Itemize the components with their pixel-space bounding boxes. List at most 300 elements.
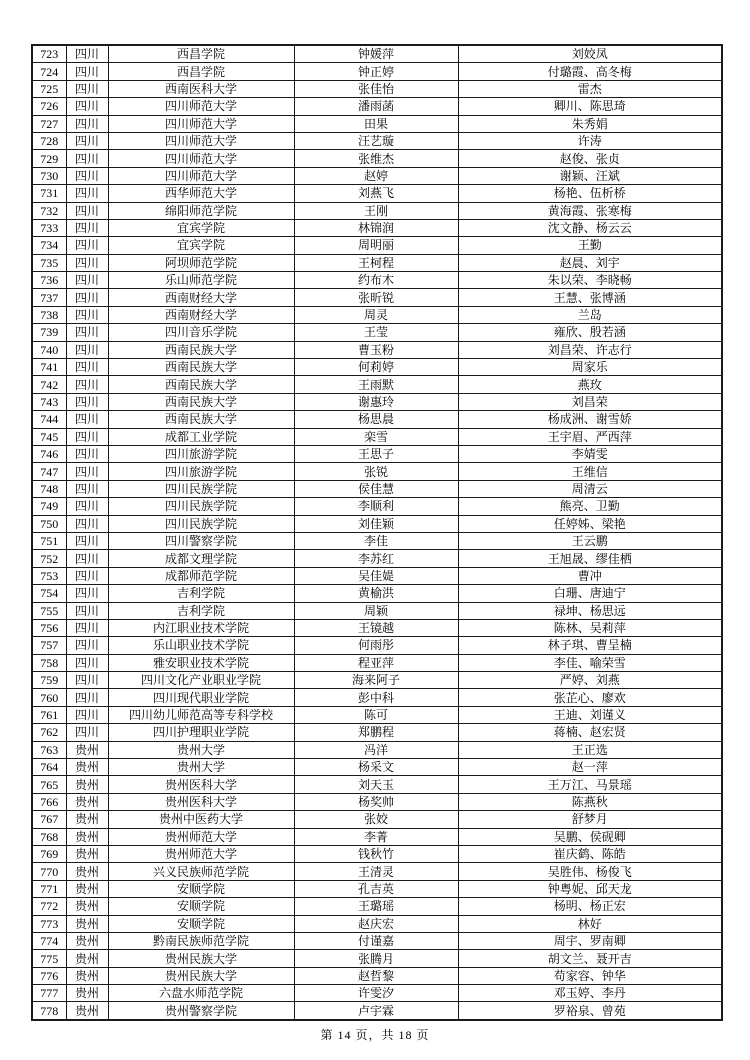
province-cell: 四川 [66, 167, 108, 184]
table-row [32, 776, 722, 793]
table-row [32, 376, 722, 393]
table-row [32, 654, 722, 671]
student-name-cell: 许雯汐 [294, 985, 458, 1002]
province-cell: 贵州 [66, 967, 108, 984]
table-row [32, 498, 722, 515]
advisor-names-cell: 谢颖、汪斌 [458, 167, 722, 184]
student-name-cell: 张佳怡 [294, 80, 458, 97]
advisor-names-cell: 白珊、唐迪宁 [458, 585, 722, 602]
row-number-cell: 737 [32, 289, 66, 306]
row-number-cell: 727 [32, 115, 66, 132]
province-cell: 四川 [66, 602, 108, 619]
advisor-names-cell: 王万江、马景瑶 [458, 776, 722, 793]
province-cell: 四川 [66, 254, 108, 271]
row-number-cell: 777 [32, 985, 66, 1002]
province-cell: 贵州 [66, 1002, 108, 1020]
student-name-cell: 张昕锐 [294, 289, 458, 306]
university-cell: 安顺学院 [108, 898, 294, 915]
student-name-cell: 冯洋 [294, 741, 458, 758]
student-name-cell: 张姣 [294, 811, 458, 828]
table-row [32, 272, 722, 289]
advisor-names-cell: 周家乐 [458, 359, 722, 376]
university-cell: 西南财经大学 [108, 289, 294, 306]
table-row [32, 132, 722, 149]
student-name-cell: 付谨嘉 [294, 932, 458, 949]
province-cell: 四川 [66, 393, 108, 410]
table-row [32, 1002, 722, 1020]
row-number-cell: 732 [32, 202, 66, 219]
row-number-cell: 723 [32, 45, 66, 63]
advisor-names-cell: 沈文静、杨云云 [458, 219, 722, 236]
student-name-cell: 刘佳颖 [294, 515, 458, 532]
advisor-names-cell: 钟粤妮、邱天龙 [458, 880, 722, 897]
table-row [32, 689, 722, 706]
advisor-names-cell: 张芷心、廖欢 [458, 689, 722, 706]
table-row [32, 759, 722, 776]
university-cell: 乐山职业技术学院 [108, 637, 294, 654]
province-cell: 贵州 [66, 759, 108, 776]
row-number-cell: 736 [32, 272, 66, 289]
student-name-cell: 何莉婷 [294, 359, 458, 376]
row-number-cell: 757 [32, 637, 66, 654]
university-cell: 四川音乐学院 [108, 324, 294, 341]
advisor-names-cell: 苟家容、钟华 [458, 967, 722, 984]
advisor-names-cell: 赵一萍 [458, 759, 722, 776]
province-cell: 四川 [66, 115, 108, 132]
province-cell: 四川 [66, 463, 108, 480]
row-number-cell: 774 [32, 932, 66, 949]
row-number-cell: 729 [32, 150, 66, 167]
row-number-cell: 735 [32, 254, 66, 271]
university-cell: 西南财经大学 [108, 306, 294, 323]
student-name-cell: 赵婷 [294, 167, 458, 184]
province-cell: 贵州 [66, 863, 108, 880]
table-row [32, 359, 722, 376]
student-name-cell: 周颖 [294, 602, 458, 619]
table-row [32, 306, 722, 323]
advisor-names-cell: 林好 [458, 915, 722, 932]
province-cell: 贵州 [66, 741, 108, 758]
row-number-cell: 778 [32, 1002, 66, 1020]
table-row [32, 445, 722, 462]
row-number-cell: 726 [32, 98, 66, 115]
student-name-cell: 周灵 [294, 306, 458, 323]
advisor-names-cell: 王正选 [458, 741, 722, 758]
row-number-cell: 755 [32, 602, 66, 619]
table-row [32, 237, 722, 254]
province-cell: 四川 [66, 45, 108, 63]
university-cell: 乐山师范学院 [108, 272, 294, 289]
table-row [32, 515, 722, 532]
row-number-cell: 731 [32, 185, 66, 202]
advisor-names-cell: 曹冲 [458, 567, 722, 584]
table-row [32, 167, 722, 184]
student-name-cell: 王雨默 [294, 376, 458, 393]
student-name-cell: 周明丽 [294, 237, 458, 254]
student-name-cell: 张锐 [294, 463, 458, 480]
province-cell: 贵州 [66, 880, 108, 897]
province-cell: 贵州 [66, 845, 108, 862]
row-number-cell: 761 [32, 706, 66, 723]
table-row [32, 619, 722, 636]
row-number-cell: 741 [32, 359, 66, 376]
province-cell: 贵州 [66, 950, 108, 967]
university-cell: 四川现代职业学院 [108, 689, 294, 706]
university-cell: 六盘水师范学院 [108, 985, 294, 1002]
advisor-names-cell: 李婧雯 [458, 445, 722, 462]
advisor-names-cell: 王慧、张博涵 [458, 289, 722, 306]
advisor-names-cell: 雍欣、殷若涵 [458, 324, 722, 341]
row-number-cell: 733 [32, 219, 66, 236]
advisor-names-cell: 李佳、喻荣雪 [458, 654, 722, 671]
advisor-names-cell: 崔庆鹤、陈皓 [458, 845, 722, 862]
university-cell: 四川师范大学 [108, 150, 294, 167]
table-row [32, 324, 722, 341]
advisor-names-cell: 罗裕泉、曾苑 [458, 1002, 722, 1020]
university-cell: 成都文理学院 [108, 550, 294, 567]
advisor-names-cell: 刘昌荣 [458, 393, 722, 410]
table-body [32, 45, 722, 1020]
province-cell: 四川 [66, 272, 108, 289]
table-row [32, 63, 722, 80]
advisor-names-cell: 蒋楠、赵宏贤 [458, 724, 722, 741]
advisor-names-cell: 王宇眉、严西萍 [458, 428, 722, 445]
university-cell: 西南民族大学 [108, 359, 294, 376]
student-name-cell: 王莹 [294, 324, 458, 341]
table-row [32, 463, 722, 480]
university-cell: 西南民族大学 [108, 393, 294, 410]
table-row [32, 289, 722, 306]
row-number-cell: 760 [32, 689, 66, 706]
table-row [32, 341, 722, 358]
university-cell: 四川师范大学 [108, 167, 294, 184]
province-cell: 四川 [66, 306, 108, 323]
student-name-cell: 李苏红 [294, 550, 458, 567]
university-cell: 西南民族大学 [108, 341, 294, 358]
advisor-names-cell: 严婷、刘燕 [458, 672, 722, 689]
advisor-names-cell: 付璐霞、高冬梅 [458, 63, 722, 80]
province-cell: 四川 [66, 619, 108, 636]
advisor-names-cell: 王迪、刘谨义 [458, 706, 722, 723]
university-cell: 绵阳师范学院 [108, 202, 294, 219]
advisor-names-cell: 刘昌荣、许志行 [458, 341, 722, 358]
advisor-names-cell: 燕玫 [458, 376, 722, 393]
province-cell: 四川 [66, 480, 108, 497]
row-number-cell: 754 [32, 585, 66, 602]
university-cell: 宜宾学院 [108, 237, 294, 254]
province-cell: 四川 [66, 445, 108, 462]
row-number-cell: 770 [32, 863, 66, 880]
advisor-names-cell: 舒梦月 [458, 811, 722, 828]
advisor-names-cell: 卿川、陈思琦 [458, 98, 722, 115]
university-cell: 雅安职业技术学院 [108, 654, 294, 671]
province-cell: 四川 [66, 498, 108, 515]
row-number-cell: 724 [32, 63, 66, 80]
university-cell: 四川护理职业学院 [108, 724, 294, 741]
student-name-cell: 栾雪 [294, 428, 458, 445]
row-number-cell: 730 [32, 167, 66, 184]
table-row [32, 45, 722, 63]
row-number-cell: 765 [32, 776, 66, 793]
university-cell: 西华师范大学 [108, 185, 294, 202]
student-name-cell: 张腾月 [294, 950, 458, 967]
table-row [32, 150, 722, 167]
table-row [32, 202, 722, 219]
row-number-cell: 752 [32, 550, 66, 567]
student-name-cell: 郑鹏程 [294, 724, 458, 741]
university-cell: 贵州医科大学 [108, 776, 294, 793]
row-number-cell: 749 [32, 498, 66, 515]
row-number-cell: 751 [32, 532, 66, 549]
table-row [32, 480, 722, 497]
student-name-cell: 钟正婷 [294, 63, 458, 80]
university-cell: 宜宾学院 [108, 219, 294, 236]
table-row [32, 793, 722, 810]
row-number-cell: 744 [32, 411, 66, 428]
student-name-cell: 黄榆洪 [294, 585, 458, 602]
row-number-cell: 763 [32, 741, 66, 758]
student-name-cell: 张维杰 [294, 150, 458, 167]
table-row [32, 585, 722, 602]
province-cell: 四川 [66, 202, 108, 219]
table-row [32, 219, 722, 236]
table-row [32, 637, 722, 654]
province-cell: 四川 [66, 550, 108, 567]
university-cell: 贵州警察学院 [108, 1002, 294, 1020]
page-number-footer: 第 14 页，共 18 页 [320, 1028, 430, 1042]
student-name-cell: 赵庆宏 [294, 915, 458, 932]
university-cell: 黔南民族师范学院 [108, 932, 294, 949]
student-name-cell: 王清灵 [294, 863, 458, 880]
student-name-cell: 林锦润 [294, 219, 458, 236]
province-cell: 四川 [66, 724, 108, 741]
student-name-cell: 陈可 [294, 706, 458, 723]
province-cell: 四川 [66, 672, 108, 689]
university-cell: 四川师范大学 [108, 115, 294, 132]
table-row [32, 741, 722, 758]
advisor-names-cell: 王旭晟、缪佳栖 [458, 550, 722, 567]
province-cell: 四川 [66, 585, 108, 602]
student-name-cell: 刘燕飞 [294, 185, 458, 202]
row-number-cell: 768 [32, 828, 66, 845]
table-row [32, 115, 722, 132]
province-cell: 四川 [66, 80, 108, 97]
student-name-cell: 卢宇霖 [294, 1002, 458, 1020]
row-number-cell: 742 [32, 376, 66, 393]
student-name-cell: 王思子 [294, 445, 458, 462]
university-cell: 内江职业技术学院 [108, 619, 294, 636]
university-cell: 四川旅游学院 [108, 445, 294, 462]
student-name-cell: 谢惠玲 [294, 393, 458, 410]
advisor-names-cell: 王勤 [458, 237, 722, 254]
table-row [32, 724, 722, 741]
advisor-names-cell: 刘姣凤 [458, 45, 722, 63]
province-cell: 四川 [66, 532, 108, 549]
university-cell: 贵州师范大学 [108, 828, 294, 845]
university-cell: 安顺学院 [108, 880, 294, 897]
student-name-cell: 李顺利 [294, 498, 458, 515]
university-cell: 贵州中医药大学 [108, 811, 294, 828]
row-number-cell: 756 [32, 619, 66, 636]
student-name-cell: 程亚萍 [294, 654, 458, 671]
university-cell: 安顺学院 [108, 915, 294, 932]
row-number-cell: 776 [32, 967, 66, 984]
university-cell: 四川民族学院 [108, 480, 294, 497]
student-name-cell: 李佳 [294, 532, 458, 549]
advisor-names-cell: 周宇、罗南卿 [458, 932, 722, 949]
advisor-names-cell: 雷杰 [458, 80, 722, 97]
province-cell: 四川 [66, 150, 108, 167]
row-number-cell: 762 [32, 724, 66, 741]
student-name-cell: 何雨彤 [294, 637, 458, 654]
table-row [32, 915, 722, 932]
province-cell: 四川 [66, 654, 108, 671]
table-row [32, 80, 722, 97]
province-cell: 四川 [66, 376, 108, 393]
award-roster-table [31, 44, 723, 1021]
row-number-cell: 764 [32, 759, 66, 776]
advisor-names-cell: 许涛 [458, 132, 722, 149]
province-cell: 四川 [66, 359, 108, 376]
province-cell: 四川 [66, 132, 108, 149]
row-number-cell: 753 [32, 567, 66, 584]
province-cell: 四川 [66, 411, 108, 428]
row-number-cell: 769 [32, 845, 66, 862]
student-name-cell: 王璐瑶 [294, 898, 458, 915]
row-number-cell: 747 [32, 463, 66, 480]
student-name-cell: 杨思晨 [294, 411, 458, 428]
table-row [32, 672, 722, 689]
student-name-cell: 杨奖帅 [294, 793, 458, 810]
table-row [32, 898, 722, 915]
advisor-names-cell: 胡文兰、聂开吉 [458, 950, 722, 967]
row-number-cell: 771 [32, 880, 66, 897]
row-number-cell: 728 [32, 132, 66, 149]
advisor-names-cell: 吴鹏、侯砚卿 [458, 828, 722, 845]
row-number-cell: 734 [32, 237, 66, 254]
university-cell: 西昌学院 [108, 45, 294, 63]
university-cell: 吉利学院 [108, 602, 294, 619]
row-number-cell: 743 [32, 393, 66, 410]
advisor-names-cell: 熊亮、卫勤 [458, 498, 722, 515]
province-cell: 贵州 [66, 915, 108, 932]
advisor-names-cell: 陈燕秋 [458, 793, 722, 810]
advisor-names-cell: 黄海霞、张寒梅 [458, 202, 722, 219]
student-name-cell: 潘雨菡 [294, 98, 458, 115]
advisor-names-cell: 王维信 [458, 463, 722, 480]
table-row [32, 706, 722, 723]
student-name-cell: 杨采文 [294, 759, 458, 776]
table-row [32, 428, 722, 445]
advisor-names-cell: 邓玉婷、李丹 [458, 985, 722, 1002]
table-row [32, 393, 722, 410]
university-cell: 贵州师范大学 [108, 845, 294, 862]
province-cell: 四川 [66, 341, 108, 358]
table-row [32, 550, 722, 567]
university-cell: 西南民族大学 [108, 376, 294, 393]
province-cell: 四川 [66, 185, 108, 202]
table-row [32, 811, 722, 828]
province-cell: 四川 [66, 237, 108, 254]
province-cell: 贵州 [66, 828, 108, 845]
student-name-cell: 海来阿子 [294, 672, 458, 689]
table-row [32, 863, 722, 880]
province-cell: 四川 [66, 689, 108, 706]
table-row [32, 532, 722, 549]
row-number-cell: 748 [32, 480, 66, 497]
university-cell: 贵州大学 [108, 759, 294, 776]
row-number-cell: 759 [32, 672, 66, 689]
table-row [32, 98, 722, 115]
student-name-cell: 赵哲黎 [294, 967, 458, 984]
student-name-cell: 侯佳慧 [294, 480, 458, 497]
table-row [32, 967, 722, 984]
university-cell: 四川师范大学 [108, 98, 294, 115]
table-row [32, 845, 722, 862]
advisor-names-cell: 兰岛 [458, 306, 722, 323]
province-cell: 贵州 [66, 776, 108, 793]
province-cell: 四川 [66, 637, 108, 654]
table-row [32, 254, 722, 271]
province-cell: 四川 [66, 567, 108, 584]
student-name-cell: 李菁 [294, 828, 458, 845]
student-name-cell: 王刚 [294, 202, 458, 219]
row-number-cell: 746 [32, 445, 66, 462]
advisor-names-cell: 陈林、吴莉萍 [458, 619, 722, 636]
province-cell: 贵州 [66, 985, 108, 1002]
table-row [32, 602, 722, 619]
advisor-names-cell: 林子琪、曹呈楠 [458, 637, 722, 654]
university-cell: 西南医科大学 [108, 80, 294, 97]
advisor-names-cell: 朱以荣、李晓畅 [458, 272, 722, 289]
advisor-names-cell: 王云鹏 [458, 532, 722, 549]
university-cell: 成都工业学院 [108, 428, 294, 445]
row-number-cell: 739 [32, 324, 66, 341]
student-name-cell: 孔吉英 [294, 880, 458, 897]
student-name-cell: 曹玉粉 [294, 341, 458, 358]
province-cell: 四川 [66, 515, 108, 532]
advisor-names-cell: 朱秀娟 [458, 115, 722, 132]
row-number-cell: 738 [32, 306, 66, 323]
university-cell: 贵州医科大学 [108, 793, 294, 810]
row-number-cell: 758 [32, 654, 66, 671]
student-name-cell: 王镜越 [294, 619, 458, 636]
university-cell: 四川民族学院 [108, 498, 294, 515]
student-name-cell: 王柯程 [294, 254, 458, 271]
row-number-cell: 772 [32, 898, 66, 915]
student-name-cell: 钱秋竹 [294, 845, 458, 862]
university-cell: 西昌学院 [108, 63, 294, 80]
province-cell: 贵州 [66, 898, 108, 915]
province-cell: 四川 [66, 428, 108, 445]
university-cell: 四川幼儿师范高等专科学校 [108, 706, 294, 723]
table-row [32, 985, 722, 1002]
university-cell: 四川师范大学 [108, 132, 294, 149]
province-cell: 四川 [66, 289, 108, 306]
student-name-cell: 田果 [294, 115, 458, 132]
table-row [32, 567, 722, 584]
university-cell: 西南民族大学 [108, 411, 294, 428]
table-row [32, 950, 722, 967]
table-row [32, 932, 722, 949]
advisor-names-cell: 禄坤、杨思远 [458, 602, 722, 619]
university-cell: 吉利学院 [108, 585, 294, 602]
advisor-names-cell: 赵晨、刘宇 [458, 254, 722, 271]
student-name-cell: 吴佳媞 [294, 567, 458, 584]
advisor-names-cell: 周清云 [458, 480, 722, 497]
province-cell: 贵州 [66, 811, 108, 828]
advisor-names-cell: 杨明、杨正宏 [458, 898, 722, 915]
